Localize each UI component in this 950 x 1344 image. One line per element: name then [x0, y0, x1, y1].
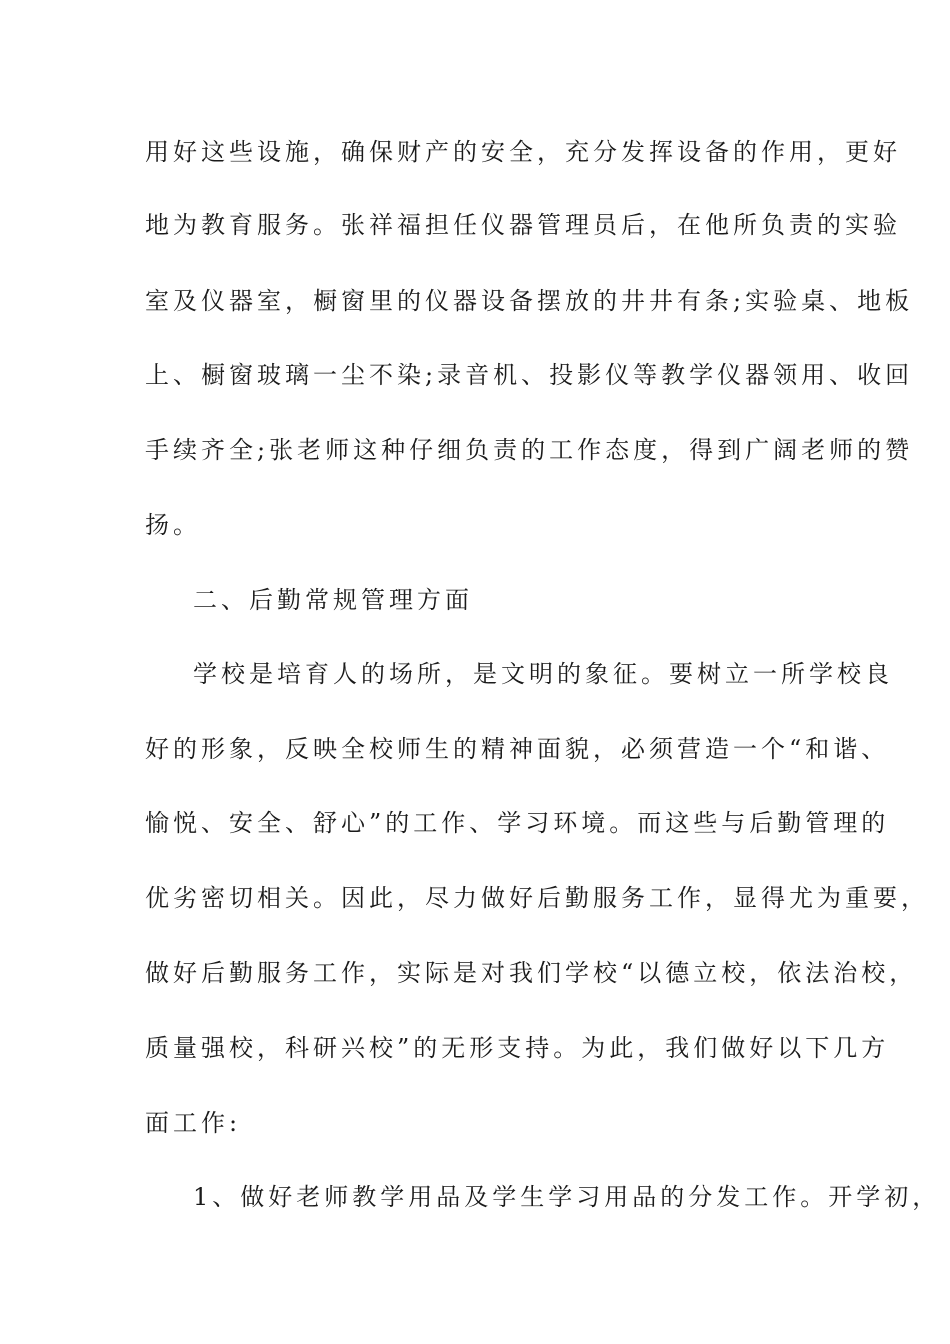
paragraph-line: 用好这些设施，确保财产的安全，充分发挥设备的作用，更好 — [145, 138, 901, 166]
paragraph-line: 室及仪器室，橱窗里的仪器设备摆放的井井有条;实验桌、地板 — [145, 287, 914, 315]
paragraph-line: 扬。 — [145, 511, 201, 539]
paragraph-line: 手续齐全;张老师这种仔细负责的工作态度，得到广阔老师的赞 — [145, 436, 914, 464]
paragraph-line: 优劣密切相关。因此，尽力做好后勤服务工作，显得尤为重要， — [145, 884, 929, 912]
list-item: 1、做好老师教学用品及学生学习用品的分发工作。开学初， — [193, 1183, 941, 1211]
paragraph-line: 质量强校，科研兴校”的无形支持。为此，我们做好以下几方 — [145, 1034, 890, 1062]
paragraph-line: 地为教育服务。张祥福担任仪器管理员后，在他所负责的实验 — [145, 211, 901, 239]
paragraph-line: 上、橱窗玻璃一尘不染;录音机、投影仪等教学仪器领用、收回 — [145, 361, 914, 389]
paragraph-line: 面工作: — [145, 1109, 242, 1137]
paragraph-line: 学校是培育人的场所，是文明的象征。要树立一所学校良 — [193, 660, 893, 688]
section-heading: 二、后勤常规管理方面 — [193, 586, 473, 614]
paragraph-line: 愉悦、安全、舒心”的工作、学习环境。而这些与后勤管理的 — [145, 809, 890, 837]
paragraph-line: 好的形象，反映全校师生的精神面貌，必须营造一个“和谐、 — [145, 735, 890, 763]
paragraph-line: 做好后勤服务工作，实际是对我们学校“以德立校，依法治校， — [145, 959, 918, 987]
